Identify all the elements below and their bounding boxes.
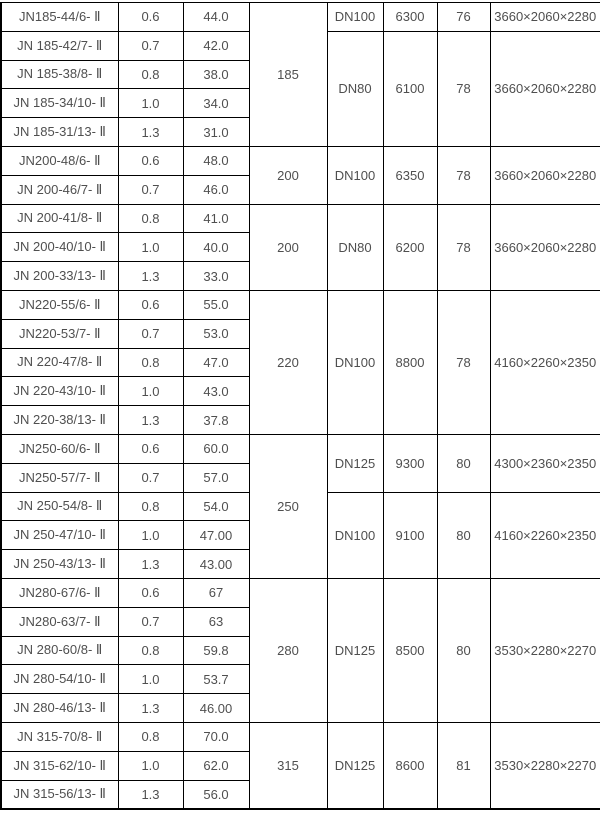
ratio-cell: 0.7 xyxy=(118,31,183,60)
spec-value-cell: 8600 xyxy=(383,722,437,809)
ratio-cell: 0.7 xyxy=(118,607,183,636)
model-cell: JN250-57/7- Ⅱ xyxy=(1,463,118,492)
ratio-cell: 0.6 xyxy=(118,3,183,32)
ratio-cell: 1.3 xyxy=(118,262,183,291)
spec-value-cell: 6300 xyxy=(383,3,437,32)
model-cell: JN 220-43/10- Ⅱ xyxy=(1,377,118,406)
dn-cell: DN80 xyxy=(327,204,383,290)
noise-cell: 78 xyxy=(437,31,490,146)
model-cell: JN 250-47/10- Ⅱ xyxy=(1,521,118,550)
group-value-cell: 220 xyxy=(249,290,327,434)
dimensions-cell: 3660×2060×2280 xyxy=(490,146,600,204)
model-cell: JN 250-43/13- Ⅱ xyxy=(1,550,118,579)
output-cell: 42.0 xyxy=(183,31,249,60)
model-cell: JN 280-46/13- Ⅱ xyxy=(1,694,118,723)
group-value-cell: 315 xyxy=(249,722,327,809)
output-cell: 41.0 xyxy=(183,204,249,233)
output-cell: 63 xyxy=(183,607,249,636)
group-value-cell: 185 xyxy=(249,3,327,147)
model-cell: JN200-48/6- Ⅱ xyxy=(1,146,118,175)
model-cell: JN280-63/7- Ⅱ xyxy=(1,607,118,636)
model-cell: JN 220-47/8- Ⅱ xyxy=(1,348,118,377)
model-cell: JN280-67/6- Ⅱ xyxy=(1,578,118,607)
output-cell: 47.00 xyxy=(183,521,249,550)
group-value-cell: 200 xyxy=(249,204,327,290)
output-cell: 53.0 xyxy=(183,319,249,348)
ratio-cell: 0.8 xyxy=(118,492,183,521)
table-row xyxy=(1,290,600,319)
ratio-cell: 0.8 xyxy=(118,636,183,665)
output-cell: 46.0 xyxy=(183,175,249,204)
output-cell: 48.0 xyxy=(183,146,249,175)
dimensions-cell: 4160×2260×2350 xyxy=(490,290,600,434)
output-cell: 53.7 xyxy=(183,665,249,694)
model-cell: JN 315-62/10- Ⅱ xyxy=(1,751,118,780)
model-cell: JN 185-34/10- Ⅱ xyxy=(1,89,118,118)
ratio-cell: 1.0 xyxy=(118,233,183,262)
group-value-cell: 280 xyxy=(249,578,327,722)
model-cell: JN 280-60/8- Ⅱ xyxy=(1,636,118,665)
dimensions-cell: 3530×2280×2270 xyxy=(490,722,600,809)
output-cell: 37.8 xyxy=(183,406,249,435)
ratio-cell: 0.6 xyxy=(118,578,183,607)
dn-cell: DN100 xyxy=(327,290,383,434)
noise-cell: 78 xyxy=(437,290,490,434)
model-cell: JN 200-41/8- Ⅱ xyxy=(1,204,118,233)
ratio-cell: 0.8 xyxy=(118,348,183,377)
output-cell: 40.0 xyxy=(183,233,249,262)
ratio-cell: 0.8 xyxy=(118,722,183,751)
dn-cell: DN100 xyxy=(327,146,383,204)
output-cell: 56.0 xyxy=(183,780,249,809)
spec-value-cell: 6350 xyxy=(383,146,437,204)
model-cell: JN 250-54/8- Ⅱ xyxy=(1,492,118,521)
spec-value-cell: 8800 xyxy=(383,290,437,434)
model-cell: JN 200-40/10- Ⅱ xyxy=(1,233,118,262)
spec-value-cell: 6100 xyxy=(383,31,437,146)
table-row xyxy=(1,3,600,32)
ratio-cell: 0.6 xyxy=(118,434,183,463)
dn-cell: DN125 xyxy=(327,578,383,722)
noise-cell: 76 xyxy=(437,3,490,32)
model-cell: JN 315-56/13- Ⅱ xyxy=(1,780,118,809)
ratio-cell: 1.0 xyxy=(118,377,183,406)
group-value-cell: 250 xyxy=(249,434,327,578)
output-cell: 38.0 xyxy=(183,60,249,89)
output-cell: 31.0 xyxy=(183,118,249,147)
ratio-cell: 1.3 xyxy=(118,406,183,435)
output-cell: 55.0 xyxy=(183,290,249,319)
dn-cell: DN100 xyxy=(327,3,383,32)
noise-cell: 78 xyxy=(437,146,490,204)
ratio-cell: 0.8 xyxy=(118,60,183,89)
ratio-cell: 0.8 xyxy=(118,204,183,233)
output-cell: 34.0 xyxy=(183,89,249,118)
dimensions-cell: 4300×2360×2350 xyxy=(490,434,600,492)
output-cell: 33.0 xyxy=(183,262,249,291)
ratio-cell: 1.3 xyxy=(118,118,183,147)
ratio-cell: 0.6 xyxy=(118,290,183,319)
noise-cell: 78 xyxy=(437,204,490,290)
output-cell: 62.0 xyxy=(183,751,249,780)
ratio-cell: 1.0 xyxy=(118,751,183,780)
model-cell: JN 185-42/7- Ⅱ xyxy=(1,31,118,60)
ratio-cell: 1.3 xyxy=(118,780,183,809)
model-cell: JN 185-38/8- Ⅱ xyxy=(1,60,118,89)
model-cell: JN 200-33/13- Ⅱ xyxy=(1,262,118,291)
output-cell: 46.00 xyxy=(183,694,249,723)
output-cell: 57.0 xyxy=(183,463,249,492)
dimensions-cell: 3660×2060×2280 xyxy=(490,31,600,146)
output-cell: 70.0 xyxy=(183,722,249,751)
noise-cell: 80 xyxy=(437,492,490,578)
spec-value-cell: 6200 xyxy=(383,204,437,290)
dimensions-cell: 3530×2280×2270 xyxy=(490,578,600,722)
dn-cell: DN80 xyxy=(327,31,383,146)
table-row xyxy=(1,578,600,607)
dimensions-cell: 4160×2260×2350 xyxy=(490,492,600,578)
model-cell: JN185-44/6- Ⅱ xyxy=(1,3,118,32)
ratio-cell: 1.0 xyxy=(118,89,183,118)
output-cell: 43.0 xyxy=(183,377,249,406)
output-cell: 67 xyxy=(183,578,249,607)
spec-table-body xyxy=(1,3,600,810)
model-cell: JN 220-38/13- Ⅱ xyxy=(1,406,118,435)
model-cell: JN250-60/6- Ⅱ xyxy=(1,434,118,463)
ratio-cell: 0.6 xyxy=(118,146,183,175)
ratio-cell: 1.3 xyxy=(118,694,183,723)
output-cell: 54.0 xyxy=(183,492,249,521)
model-cell: JN220-55/6- Ⅱ xyxy=(1,290,118,319)
output-cell: 47.0 xyxy=(183,348,249,377)
spec-table xyxy=(0,2,600,810)
table-row xyxy=(1,434,600,463)
noise-cell: 81 xyxy=(437,722,490,809)
noise-cell: 80 xyxy=(437,578,490,722)
ratio-cell: 0.7 xyxy=(118,463,183,492)
spec-value-cell: 9100 xyxy=(383,492,437,578)
output-cell: 59.8 xyxy=(183,636,249,665)
table-row xyxy=(1,146,600,175)
dn-cell: DN125 xyxy=(327,722,383,809)
model-cell: JN 185-31/13- Ⅱ xyxy=(1,118,118,147)
table-row xyxy=(1,722,600,751)
ratio-cell: 1.0 xyxy=(118,521,183,550)
ratio-cell: 0.7 xyxy=(118,319,183,348)
spec-value-cell: 8500 xyxy=(383,578,437,722)
table-row xyxy=(1,204,600,233)
dimensions-cell: 3660×2060×2280 xyxy=(490,204,600,290)
model-cell: JN 200-46/7- Ⅱ xyxy=(1,175,118,204)
output-cell: 43.00 xyxy=(183,550,249,579)
noise-cell: 80 xyxy=(437,434,490,492)
model-cell: JN 280-54/10- Ⅱ xyxy=(1,665,118,694)
dn-cell: DN125 xyxy=(327,434,383,492)
model-cell: JN 315-70/8- Ⅱ xyxy=(1,722,118,751)
dn-cell: DN100 xyxy=(327,492,383,578)
dimensions-cell: 3660×2060×2280 xyxy=(490,3,600,32)
output-cell: 44.0 xyxy=(183,3,249,32)
output-cell: 60.0 xyxy=(183,434,249,463)
ratio-cell: 1.0 xyxy=(118,665,183,694)
ratio-cell: 1.3 xyxy=(118,550,183,579)
group-value-cell: 200 xyxy=(249,146,327,204)
model-cell: JN220-53/7- Ⅱ xyxy=(1,319,118,348)
spec-value-cell: 9300 xyxy=(383,434,437,492)
ratio-cell: 0.7 xyxy=(118,175,183,204)
